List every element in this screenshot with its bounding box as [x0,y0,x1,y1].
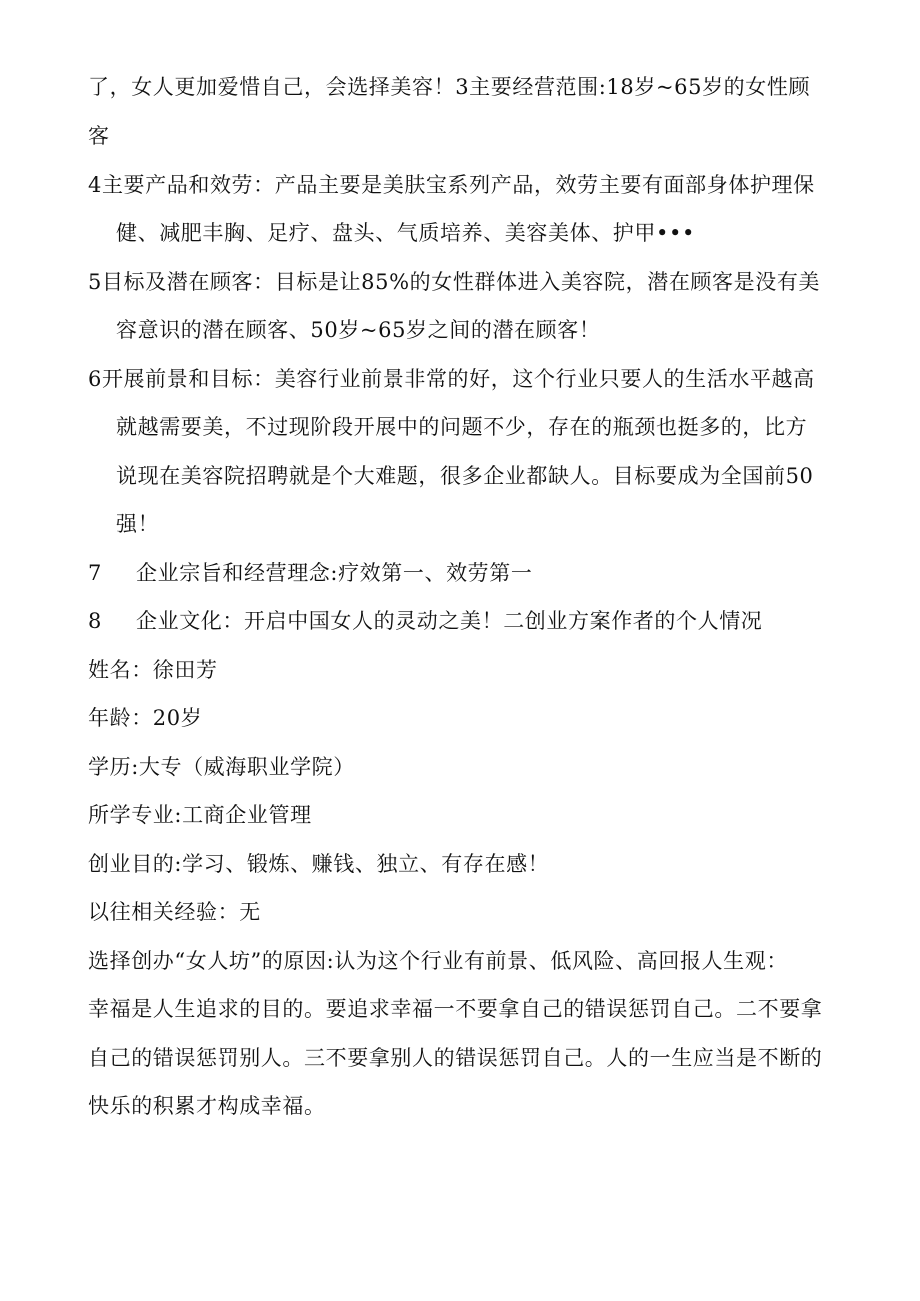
text-line: 客 [88,124,110,148]
item-text: 企业文化：开启中国女人的灵动之美！二创业方案作者的个人情况 [136,609,763,633]
item-text: 企业宗旨和经营理念:疗效第一、效劳第一 [136,561,533,585]
profile-experience: 以往相关经验：无 [88,900,261,924]
profile-age: 年龄：20岁 [88,706,203,730]
text-line: 6开展前景和目标：美容行业前景非常的好，这个行业只要人的生活水平越高 [88,367,815,391]
text-line: 5目标及潜在顾客：目标是让85%的女性群体进入美容院，潜在顾客是没有美 [88,270,821,294]
profile-reason: 选择创办“女人坊”的原因:认为这个行业有前景、低风险、高回报人生观： [88,949,788,973]
text-line: 了，女人更加爱惜自己，会选择美容！3主要经营范围:18岁~65岁的女性顾 [88,75,811,99]
life-view-line: 自己的错误惩罚别人。三不要拿别人的错误惩罚自己。人的一生应当是不断的 [88,1046,823,1070]
item-number: 8 [88,609,102,633]
profile-purpose: 创业目的:学习、锻炼、赚钱、独立、有存在感！ [88,852,550,876]
text-line: 健、减肥丰胸、足疗、盘头、气质培养、美容美体、护甲••• [116,221,695,245]
profile-name: 姓名：徐田芳 [88,658,218,682]
list-item [88,606,762,636]
text-line: 强！ [116,512,160,536]
item-number: 7 [88,561,102,585]
life-view-line: 快乐的积累才构成幸福。 [88,1094,326,1118]
text-line: 4主要产品和效劳：产品主要是美肤宝系列产品，效劳主要有面部身体护理保 [88,173,815,197]
life-view-line: 幸福是人生追求的目的。要追求幸福一不要拿自己的错误惩罚自己。二不要拿 [88,997,823,1021]
text-line: 容意识的潜在顾客、50岁~65岁之间的潜在顾客！ [116,318,601,342]
list-item [88,558,532,588]
text-line: 说现在美容院招聘就是个大难题，很多企业都缺人。目标要成为全国前50 [116,464,814,488]
text-line: 就越需要美，不过现阶段开展中的问题不少，存在的瓶颈也挺多的，比方 [116,415,808,439]
profile-education: 学历:大专（威海职业学院） [88,755,355,779]
profile-major: 所学专业:工商企业管理 [88,803,312,827]
